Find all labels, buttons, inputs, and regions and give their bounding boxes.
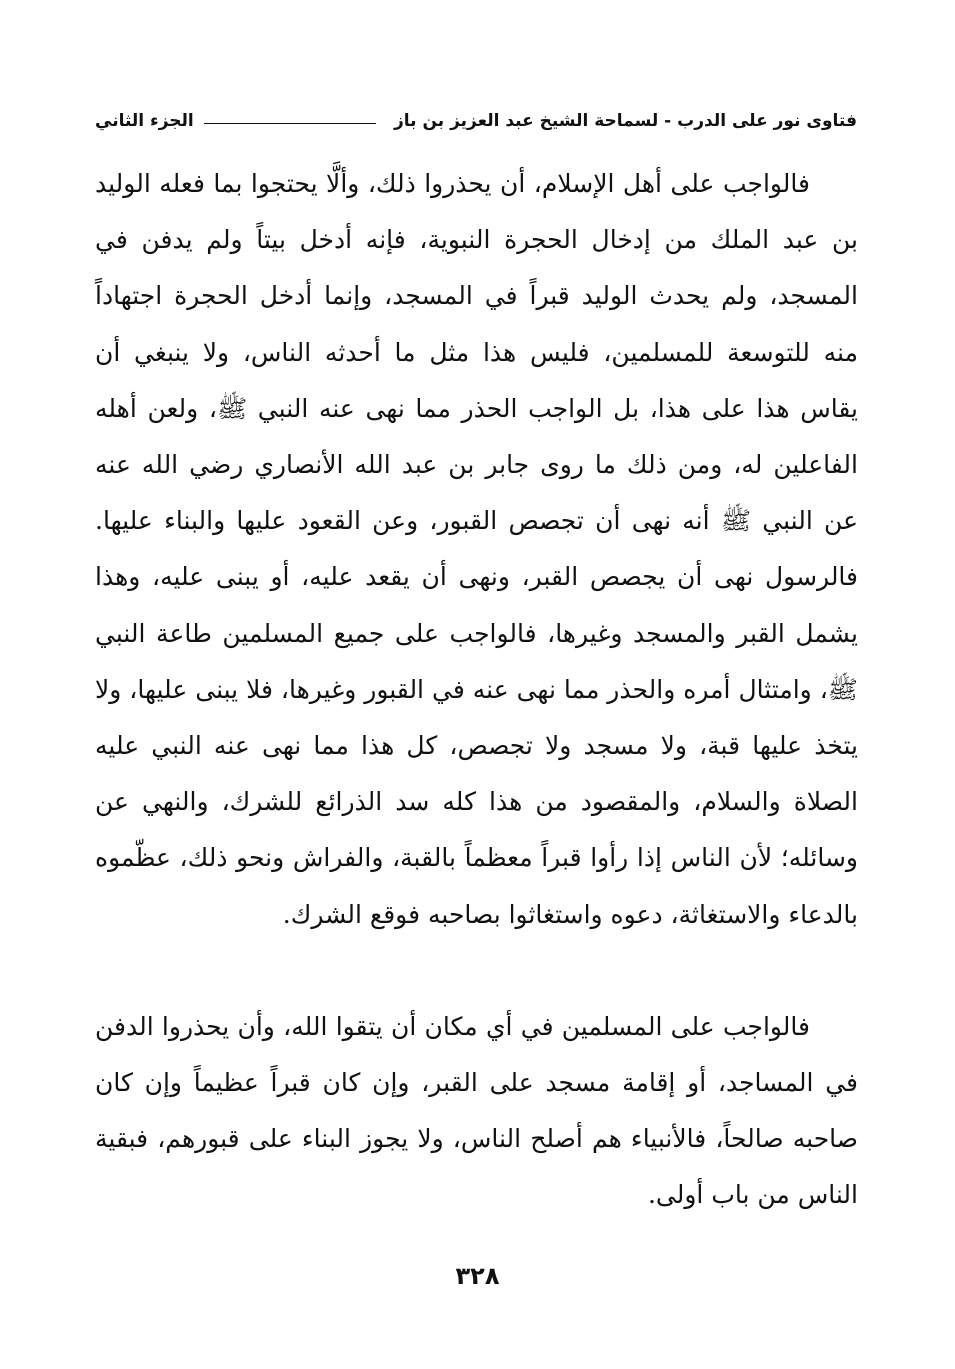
paragraph: فالواجب على المسلمين في أي مكان أن يتقوا الله، وأن يحذروا الدفن في المساجد، أو إقامة مسجد على القبر، وإن كان قبراً عظيماً وإن كان صاحبه صالحاً، فالأنبياء هم أصلح الناس، ولا يجوز البناء على قبورهم، فبقية الناس من باب أولى. bbox=[95, 1011, 858, 1210]
book-title: فتاوى نور على الدرب - لسماحة الشيخ عبد العزيز بن باز bbox=[394, 111, 857, 131]
volume-label: الجزء الثاني bbox=[95, 111, 194, 131]
paragraph: فالواجب على أهل الإسلام، أن يحذروا ذلك، وألَّا يحتجوا بما فعله الوليد بن عبد الملك من إدخال الحجرة النبوية، فإنه أدخل بيتاً ولم يدفن في المسجد، ولم يحدث الوليد قبراً في المسجد، وإنما أدخل الحجرة اجتهاداً منه للتوسعة للمسلمين، فليس هذا مثل ما أحدثه الناس، ولا ينبغي أن يقاس هذا على هذا، بل الواجب الحذر مما نهى عنه النبي ﷺ، ولعن أهله الفاعلين له، ومن ذلك ما روى جابر بن عبد الله الأنصاري رضي الله عنه عن النبي ﷺ أنه نهى أن تجصص القبور، وعن القعود عليها والبناء عليها. فالرسول نهى أن يجصص القبر، ونهى أن يقعد عليه، أو يبنى عليه، وهذا يشمل القبر والمسجد وغيرها، فالواجب على جميع المسلمين طاعة النبي ﷺ، وامتثال أمره والحذر مما نهى عنه في القبور وغيرها، فلا يبنى عليها، ولا يتخذ عليها قبة، ولا مسجد ولا تجصص، كل هذا مما نهى عنه النبي عليه الصلاة والسلام، والمقصود من هذا كله سد الذرائع للشرك، والنهي عن وسائله؛ لأن الناس إذا رأوا قبراً معظماً بالقبة، والفراش ونحو ذلك، عظّموه بالدعاء والاستغاثة، دعوه واستغاثوا بصاحبه فوقع الشرك. bbox=[95, 169, 858, 929]
body-text bbox=[95, 156, 858, 1224]
header-rule bbox=[204, 123, 376, 124]
page-number: ٣٢٨ bbox=[455, 1262, 500, 1290]
running-header bbox=[95, 104, 857, 138]
